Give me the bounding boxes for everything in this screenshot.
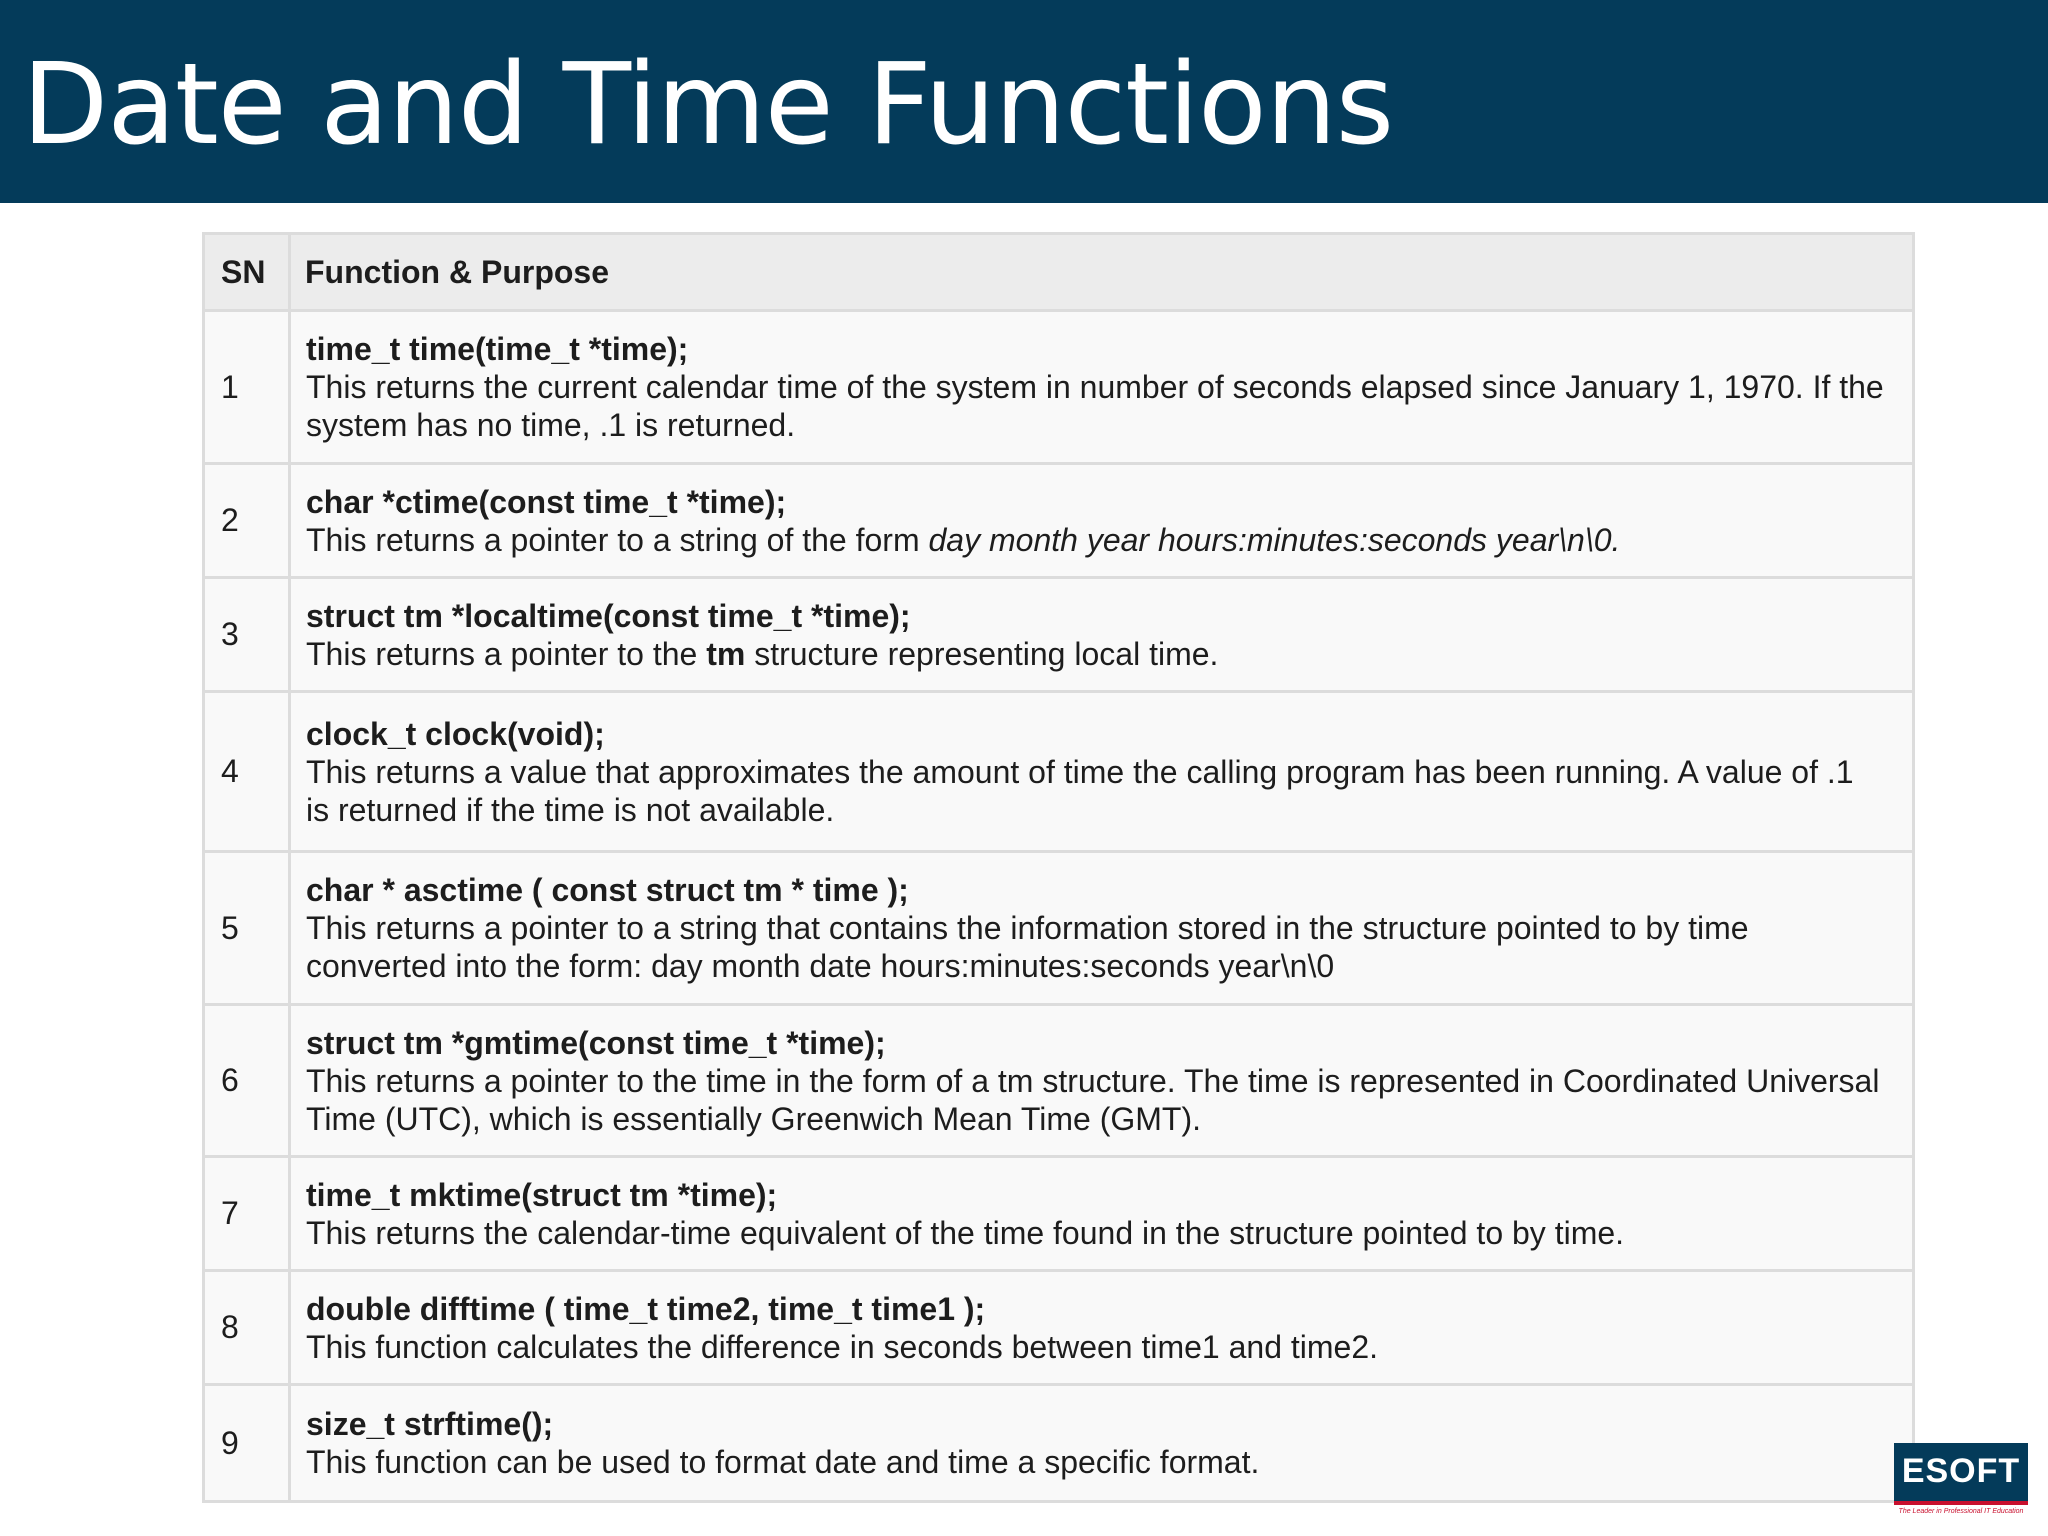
function-signature: struct tm *localtime(const time_t *time);: [306, 597, 911, 634]
function-signature: char * asctime ( const struct tm * time );: [306, 872, 909, 908]
function-cell: [290, 1157, 1914, 1271]
function-signature: time_t time(time_t *time);: [306, 331, 689, 367]
description-text: This returns a pointer to a string of the form: [306, 521, 929, 558]
table-row: [204, 1271, 1914, 1385]
row-number: 5: [204, 852, 290, 1005]
function-cell: [290, 1385, 1914, 1502]
function-cell: [290, 578, 1914, 692]
function-signature: clock_t clock(void);: [306, 715, 605, 752]
description-text: This returns a pointer to the: [306, 635, 707, 672]
function-description: This returns the current calendar time of the system in number of seconds elapsed since January 1, 1970. If the system has no time, .1 is returned.: [306, 369, 1884, 443]
table-row: [204, 1385, 1914, 1502]
slide-title: Date and Time Functions: [22, 40, 1394, 170]
row-number: 4: [204, 692, 290, 852]
row-number: 8: [204, 1271, 290, 1385]
function-cell: [290, 311, 1914, 464]
function-description: This returns the calendar-time equivalent of the time found in the structure pointed to by time.: [306, 1214, 1625, 1251]
function-cell: [290, 464, 1914, 578]
table-row: [204, 852, 1914, 1005]
table-row: [204, 464, 1914, 578]
table-row: [204, 311, 1914, 464]
table-row: [204, 1157, 1914, 1271]
function-description: This returns a pointer to a string that contains the information stored in the structure pointed to by time converted into the form: day month date hours:minutes:seconds year\n\0: [306, 910, 1749, 984]
function-column-header: Function & Purpose: [290, 234, 1914, 311]
row-number: 7: [204, 1157, 290, 1271]
row-number: 2: [204, 464, 290, 578]
table-row: [204, 1005, 1914, 1157]
sn-column-header: SN: [204, 234, 290, 311]
format-string: day month year hours:minutes:seconds year\n\0.: [928, 521, 1621, 558]
function-signature: time_t mktime(struct tm *time);: [306, 1176, 778, 1213]
function-signature: double difftime ( time_t time2, time_t time1 );: [306, 1290, 986, 1327]
row-number: 6: [204, 1005, 290, 1157]
table-row: [204, 692, 1914, 852]
esoft-logo: [1894, 1443, 2028, 1519]
table-header-row: [204, 234, 1914, 311]
function-description: This function calculates the difference in seconds between time1 and time2.: [306, 1328, 1379, 1365]
function-description: [306, 521, 1884, 559]
title-bar: [0, 0, 2048, 203]
function-description: [306, 635, 1884, 673]
function-description: This returns a pointer to the time in the form of a tm structure. The time is represented in Coordinated Universal Time (UTC), which is essentially Greenwich Mean Time (GMT).: [306, 1062, 1880, 1137]
row-number: 9: [204, 1385, 290, 1502]
struct-name: tm: [706, 635, 746, 672]
function-cell: [290, 692, 1914, 852]
logo-text: ESOFT: [1901, 1452, 2021, 1490]
description-text: structure representing local time.: [745, 635, 1219, 672]
logo-tagline: The Leader in Professional IT Education: [1898, 1508, 2024, 1515]
table-row: [204, 578, 1914, 692]
functions-table: [202, 232, 1915, 1503]
function-signature: char *ctime(const time_t *time);: [306, 483, 787, 520]
function-signature: size_t strftime();: [306, 1406, 554, 1442]
logo-badge: [1894, 1443, 2028, 1505]
row-number: 3: [204, 578, 290, 692]
row-number: 1: [204, 311, 290, 464]
function-description: This function can be used to format date and time a specific format.: [306, 1444, 1260, 1480]
function-cell: [290, 1005, 1914, 1157]
function-signature: struct tm *gmtime(const time_t *time);: [306, 1024, 886, 1061]
function-cell: [290, 1271, 1914, 1385]
function-description: This returns a value that approximates the amount of time the calling program has been running. A value of .1 is returned if the time is not available.: [306, 753, 1854, 828]
function-cell: [290, 852, 1914, 1005]
